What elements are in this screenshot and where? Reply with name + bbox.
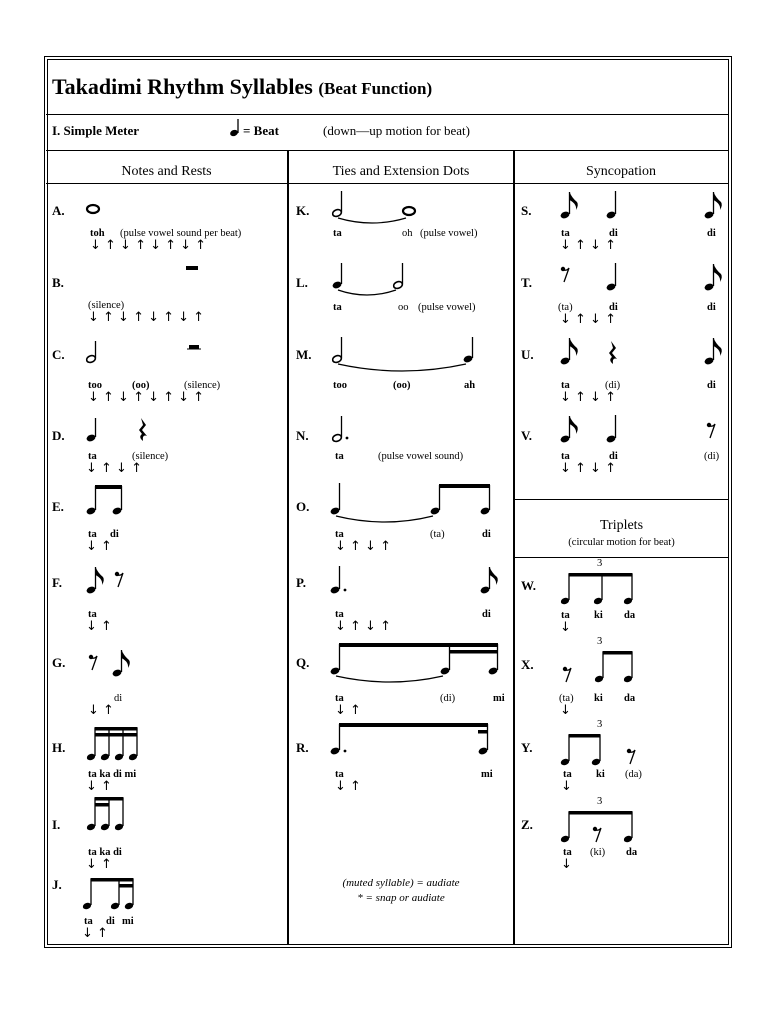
beat-arrows-x: ↓ xyxy=(560,703,571,718)
syllable-e-ta: ta xyxy=(88,529,97,540)
eighth-note-icon xyxy=(112,648,132,678)
footnote-muted: (muted syllable) = audiate xyxy=(342,877,460,889)
eighth-rest-icon xyxy=(706,422,718,440)
syllable-o-di: di xyxy=(482,529,491,540)
eighth-note-pair-icon xyxy=(560,733,606,767)
syllable-c-oo: (oo) xyxy=(132,380,150,391)
eighth-note-pair-icon xyxy=(86,484,126,516)
syllable-u-ta: ta xyxy=(561,380,570,391)
eighth-rest-icon xyxy=(88,654,100,672)
syllable-w-ta: ta xyxy=(561,610,570,621)
syllable-t-di: di xyxy=(609,302,618,313)
tuplet-number-w: 3 xyxy=(597,558,603,569)
beat-arrows-b: ↓ ↑ ↓ ↑ ↓ ↑ ↓ ↑ xyxy=(88,310,205,325)
syllable-z-ta: ta xyxy=(563,847,572,858)
syllable-h-takadimi: ta ka di mi xyxy=(88,769,137,780)
item-label-e: E. xyxy=(52,499,64,514)
item-label-k: K. xyxy=(296,203,310,218)
syllable-t-di-2: di xyxy=(707,302,716,313)
quarter-note-icon xyxy=(230,118,242,138)
eighth-note-icon xyxy=(704,190,724,220)
item-label-p: P. xyxy=(296,575,306,590)
syllable-x-ta-muted: (ta) xyxy=(559,693,574,704)
item-label-z: Z. xyxy=(521,817,533,832)
eighth-note-icon xyxy=(86,565,106,595)
syllable-l-oo: oo xyxy=(398,302,409,313)
beat-arrows-a: ↓ ↑ ↓ ↑ ↓ ↑ ↓ ↑ xyxy=(90,238,207,253)
item-label-b: B. xyxy=(52,275,64,290)
item-label-v: V. xyxy=(521,428,532,443)
eighth-rest-icon xyxy=(562,666,574,684)
syllable-z-ki-muted: (ki) xyxy=(590,847,606,858)
syllable-s-di-2: di xyxy=(707,228,716,239)
syllable-l-ta: ta xyxy=(333,302,342,313)
beat-arrows-g: ↓ ↑ xyxy=(88,703,114,718)
dotted-quarter-eighth-icon xyxy=(330,565,500,597)
triplets-header: Triplets xyxy=(599,518,644,533)
item-label-h: H. xyxy=(52,740,66,755)
quarter-note-icon xyxy=(606,190,620,220)
beat-arrows-c: ↓ ↑ ↓ ↑ ↓ ↑ ↓ ↑ xyxy=(88,390,205,405)
triplet-eighths-icon xyxy=(560,572,636,606)
eighth-rest-icon xyxy=(114,571,126,589)
syllable-k-ta: ta xyxy=(333,228,342,239)
title-text: Takadimi Rhythm Syllables xyxy=(52,74,313,99)
quarter-note-icon xyxy=(606,414,620,444)
tied-notes-icon xyxy=(332,262,412,298)
syllable-x-da: da xyxy=(624,693,636,704)
beat-arrows-u: ↓ ↑ ↓ ↑ xyxy=(560,390,616,405)
beat-arrows-w: ↓ xyxy=(560,620,571,635)
eighth-rest-icon xyxy=(560,266,572,284)
syllable-a-note: (pulse vowel sound per beat) xyxy=(120,228,242,239)
tied-notes-icon xyxy=(330,482,496,526)
eighth-note-icon xyxy=(704,262,724,292)
syllable-s-ta: ta xyxy=(561,228,570,239)
column-divider xyxy=(287,151,289,944)
beat-arrows-i: ↓ ↑ xyxy=(86,857,112,872)
quarter-note-icon xyxy=(86,417,100,443)
syllable-q-di-muted: (di) xyxy=(440,693,456,704)
item-label-w: W. xyxy=(521,578,537,593)
page-title xyxy=(52,74,432,100)
syllable-y-ki: ki xyxy=(596,769,605,780)
syllable-m-too: too xyxy=(333,380,347,391)
beat-arrows-e: ↓ ↑ xyxy=(86,539,112,554)
dotted-half-note-icon xyxy=(332,415,352,443)
syllable-f-ta: ta xyxy=(88,609,97,620)
syllable-i-takadi: ta ka di xyxy=(88,847,122,858)
beat-arrows-t: ↓ ↑ ↓ ↑ xyxy=(560,312,616,327)
item-label-g: G. xyxy=(52,655,66,670)
motion-note: (down—up motion for beat) xyxy=(323,123,470,138)
triplets-note: (circular motion for beat) xyxy=(568,537,675,548)
item-label-f: F. xyxy=(52,575,62,590)
tuplet-number-z: 3 xyxy=(597,796,603,807)
beat-arrows-q: ↓ ↑ xyxy=(335,703,361,718)
half-rest-icon xyxy=(187,343,201,351)
divider xyxy=(515,499,728,500)
syllable-p-di: di xyxy=(482,609,491,620)
syllable-r-ta: ta xyxy=(335,769,344,780)
syllable-y-da-muted: (da) xyxy=(625,769,642,780)
quarter-note-icon xyxy=(606,262,620,292)
syllable-x-ki: ki xyxy=(594,693,603,704)
eighth-note-icon xyxy=(560,414,580,444)
syllable-n-note: (pulse vowel sound) xyxy=(378,451,464,462)
whole-note-icon xyxy=(86,200,100,214)
beat-arrows-h: ↓ ↑ xyxy=(86,779,112,794)
syllable-v-ta: ta xyxy=(561,451,570,462)
eighth-two-sixteenths-icon xyxy=(86,796,128,832)
syllable-g-di: di xyxy=(114,693,123,704)
column-header-syncopation: Syncopation xyxy=(586,164,656,179)
half-note-icon xyxy=(86,340,100,364)
syllable-b-silence: (silence) xyxy=(88,300,125,311)
item-label-y: Y. xyxy=(521,740,533,755)
syllable-z-da: da xyxy=(626,847,638,858)
item-label-o: O. xyxy=(296,499,310,514)
syllable-m-ah: ah xyxy=(464,380,476,391)
beat-arrows-s: ↓ ↑ ↓ ↑ xyxy=(560,238,616,253)
eighth-note-icon xyxy=(560,336,580,366)
syllable-d-ta: ta xyxy=(88,451,97,462)
item-label-c: C. xyxy=(52,347,65,362)
item-label-u: U. xyxy=(521,347,534,362)
syllable-u-di-muted: (di) xyxy=(605,380,621,391)
eighth-note-icon xyxy=(560,190,580,220)
item-label-m: M. xyxy=(296,347,312,362)
item-label-q: Q. xyxy=(296,655,310,670)
syllable-d-silence: (silence) xyxy=(132,451,169,462)
whole-rest-icon xyxy=(186,266,200,272)
dotted-eighth-sixteenth-icon xyxy=(330,722,494,758)
syllable-v-di-muted: (di) xyxy=(704,451,720,462)
syllable-w-da: da xyxy=(624,610,636,621)
meter-label: I. Simple Meter xyxy=(52,123,140,138)
beat-arrows-f: ↓ ↑ xyxy=(86,619,112,634)
syllable-e-di: di xyxy=(110,529,119,540)
syllable-n-ta: ta xyxy=(335,451,344,462)
item-label-s: S. xyxy=(521,203,532,218)
beat-label: = Beat xyxy=(243,123,279,138)
column-header-ties-dots: Ties and Extension Dots xyxy=(332,164,470,179)
tuplet-number-y: 3 xyxy=(597,719,603,730)
syllable-q-mi: mi xyxy=(493,693,505,704)
beat-arrows-r: ↓ ↑ xyxy=(335,779,361,794)
item-label-x: X. xyxy=(521,657,534,672)
syllable-s-di: di xyxy=(609,228,618,239)
syllable-o-ta-muted: (ta) xyxy=(430,529,445,540)
quarter-rest-icon xyxy=(608,340,620,366)
beat-arrows-o: ↓ ↑ ↓ ↑ xyxy=(335,539,391,554)
syllable-m-oo: (oo) xyxy=(393,380,411,391)
item-label-n: N. xyxy=(296,428,309,443)
divider xyxy=(46,183,728,184)
eighth-rest-icon xyxy=(592,826,604,844)
item-label-d: D. xyxy=(52,428,65,443)
syllable-c-silence: (silence) xyxy=(184,380,221,391)
tied-notes-icon xyxy=(330,642,502,686)
eighth-two-sixteenths-icon xyxy=(82,877,138,911)
column-header-notes-rests: Notes and Rests xyxy=(121,164,212,179)
divider xyxy=(46,150,728,151)
syllable-t-ta-muted: (ta) xyxy=(558,302,573,313)
tied-notes-icon xyxy=(332,190,422,224)
syllable-j-ta: ta xyxy=(84,916,93,927)
syllable-c-too: too xyxy=(88,380,102,391)
beat-arrows-d: ↓ ↑ ↓ ↑ xyxy=(86,461,142,476)
item-label-l: L. xyxy=(296,275,308,290)
beat-arrows-j: ↓ ↑ xyxy=(82,926,108,941)
syllable-a-toh: toh xyxy=(90,228,105,239)
syllable-w-ki: ki xyxy=(594,610,603,621)
tuplet-number-x: 3 xyxy=(597,636,603,647)
beat-arrows-z: ↓ xyxy=(561,857,572,872)
footnote-snap: * = snap or audiate xyxy=(357,892,445,904)
syllable-r-mi: mi xyxy=(481,769,493,780)
syllable-l-note: (pulse vowel) xyxy=(418,302,476,313)
item-label-a: A. xyxy=(52,203,65,218)
syllable-q-ta: ta xyxy=(335,693,344,704)
eighth-note-pair-icon xyxy=(594,650,636,684)
syllable-y-ta: ta xyxy=(563,769,572,780)
syllable-k-note: (pulse vowel) xyxy=(420,228,478,239)
eighth-note-icon xyxy=(704,336,724,366)
syllable-o-ta: ta xyxy=(335,529,344,540)
quarter-rest-icon xyxy=(138,417,150,443)
beat-arrows-v: ↓ ↑ ↓ ↑ xyxy=(560,461,616,476)
divider xyxy=(46,114,728,115)
syllable-j-di: di xyxy=(106,916,115,927)
sixteenth-notes-icon xyxy=(86,726,140,762)
syllable-j-mi: mi xyxy=(122,916,134,927)
syllable-p-ta: ta xyxy=(335,609,344,620)
item-label-t: T. xyxy=(521,275,532,290)
item-label-j: J. xyxy=(52,877,62,892)
item-label-i: I. xyxy=(52,817,61,832)
item-label-r: R. xyxy=(296,740,309,755)
syllable-k-oh: oh xyxy=(402,228,413,239)
syllable-v-di: di xyxy=(609,451,618,462)
eighth-rest-icon xyxy=(626,748,638,766)
syllable-u-di: di xyxy=(707,380,716,391)
beat-arrows-y: ↓ xyxy=(561,779,572,794)
divider xyxy=(515,557,728,558)
title-subtitle: (Beat Function) xyxy=(318,79,433,98)
tied-notes-icon xyxy=(332,336,480,376)
beat-arrows-p: ↓ ↑ ↓ ↑ xyxy=(335,619,391,634)
